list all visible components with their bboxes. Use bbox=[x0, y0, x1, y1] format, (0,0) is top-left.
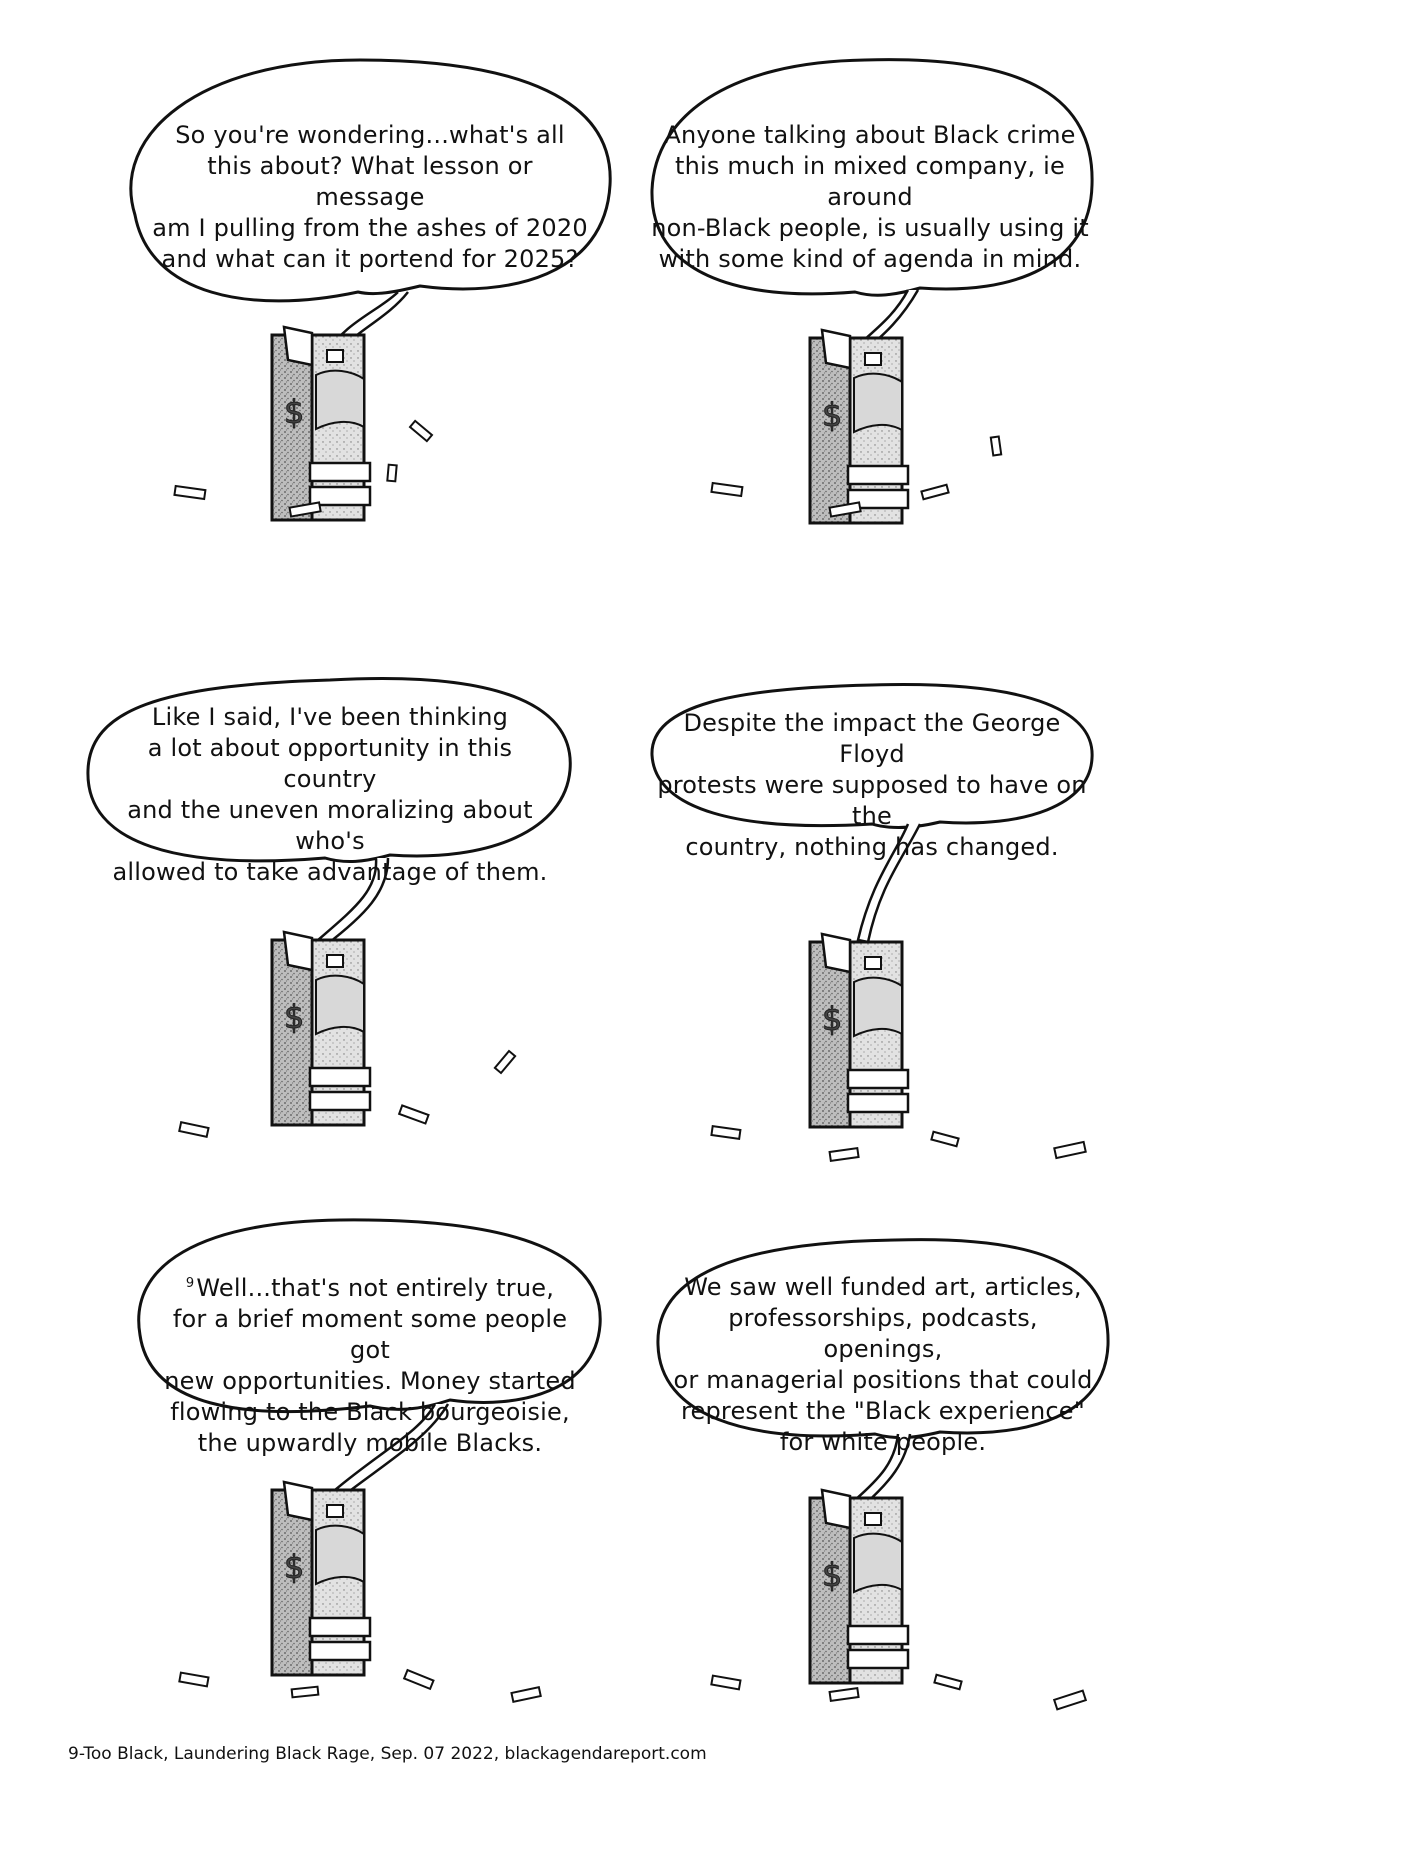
speech-bubble-text: Anyone talking about Black crime this much in mixed company, ie around non-Black people, is usually using it with some kind of agenda in mind. bbox=[651, 121, 1089, 273]
comic-panel-5 bbox=[0, 1200, 712, 1788]
atm-machine bbox=[810, 934, 908, 1127]
dollar-sign-icon: $ bbox=[284, 1548, 305, 1586]
atm-machine bbox=[272, 1482, 370, 1675]
speech-bubble-text bbox=[150, 1242, 590, 1459]
speech-bubble-body: Well...that's not entirely true, for a brief moment some people got new opportunities. Money started flowing to the Black bourgeoisie, the upwardly mobile Blacks. bbox=[164, 1274, 576, 1457]
dollar-sign-icon: $ bbox=[822, 1556, 843, 1594]
speech-bubble-text: Like I said, I've been thinking a lot about opportunity in this country and the uneven moralizing about who's allowed to take advantage of them. bbox=[112, 703, 548, 886]
atm-machine bbox=[272, 327, 370, 520]
atm-machine bbox=[810, 1490, 908, 1683]
dollar-sign-icon: $ bbox=[284, 393, 305, 431]
atm-machine bbox=[272, 932, 370, 1125]
comic-panel-3 bbox=[0, 640, 712, 1228]
dollar-sign-icon: $ bbox=[822, 1000, 843, 1038]
comic-panel-1 bbox=[0, 40, 712, 628]
comic-panel-4 bbox=[640, 640, 1352, 1228]
comic-panel-2 bbox=[640, 40, 1352, 628]
speech-bubble-text: So you're wondering...what's all this about? What lesson or message am I pulling from the ashes of 2020 and what can it portend for 2025? bbox=[152, 121, 588, 273]
speech-bubble-text: We saw well funded art, articles, professorships, podcasts, openings, or managerial positions that could represent the "Black experience" for white people. bbox=[673, 1273, 1093, 1456]
footnote-marker: 9 bbox=[185, 1276, 195, 1291]
page-caption: 9-Too Black, Laundering Black Rage, Sep. 07 2022, blackagendareport.com bbox=[68, 1744, 707, 1764]
dollar-sign-icon: $ bbox=[284, 998, 305, 1036]
dollar-sign-icon: $ bbox=[822, 396, 843, 434]
speech-bubble-text: Despite the impact the George Floyd protests were supposed to have on the country, nothing has changed. bbox=[657, 709, 1087, 861]
atm-machine bbox=[810, 330, 908, 523]
comic-panel-6 bbox=[640, 1200, 1352, 1788]
scattered-bills bbox=[711, 1126, 1085, 1161]
